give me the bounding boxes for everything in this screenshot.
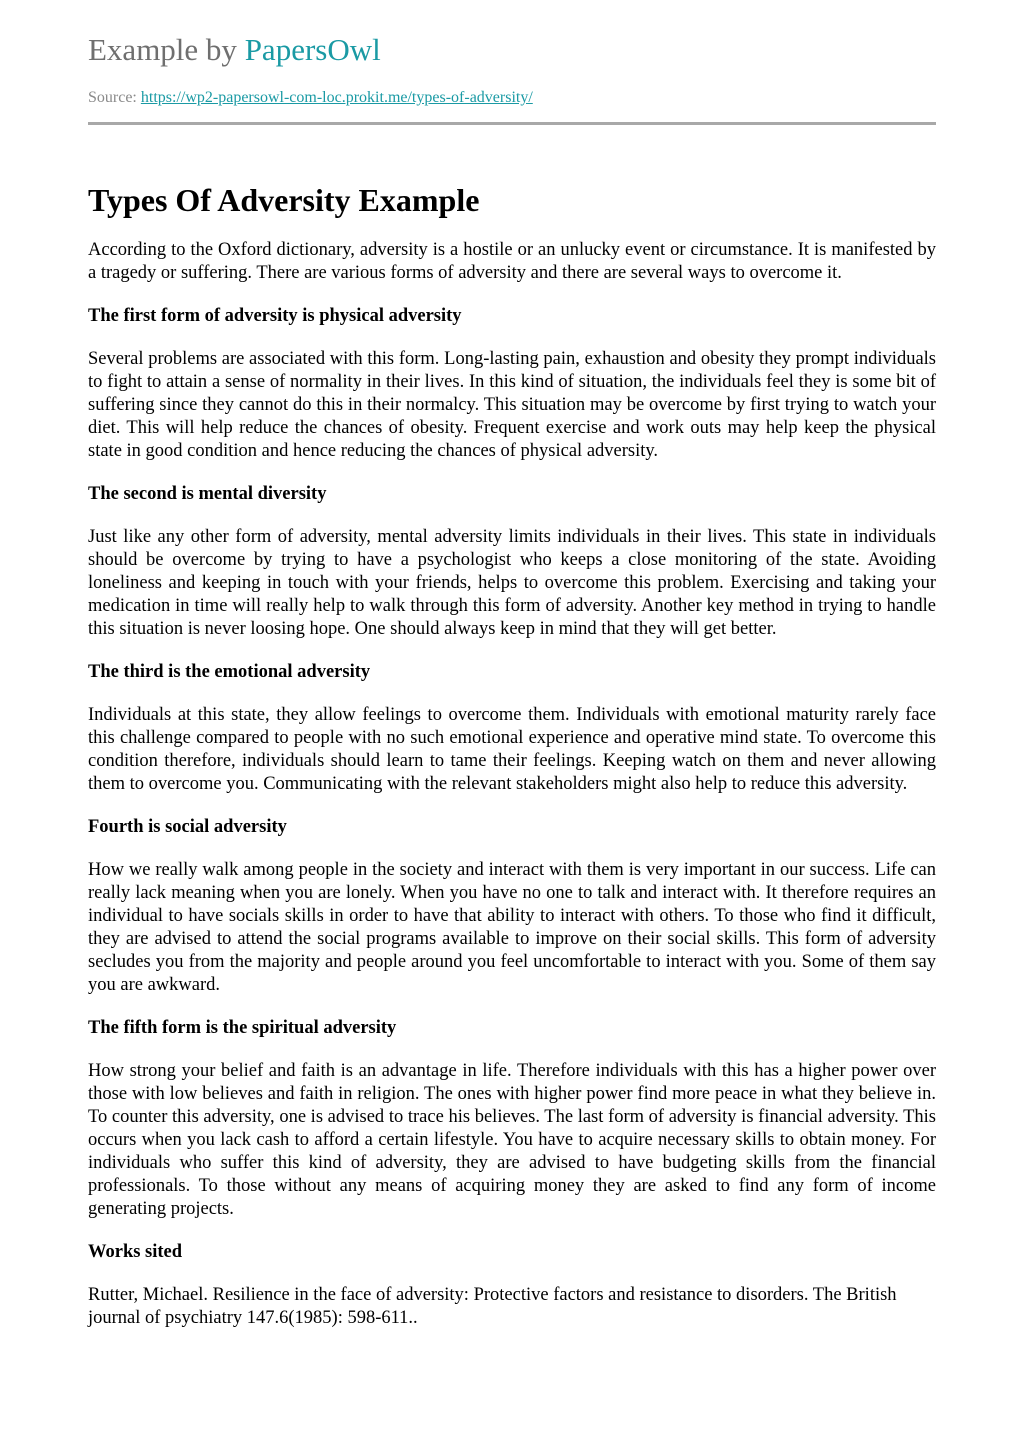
source-label: Source: (88, 89, 141, 106)
document-title: Types Of Adversity Example (88, 182, 480, 218)
brand-prefix: Example by (88, 32, 245, 67)
source-line (88, 88, 533, 108)
works-cited-heading: Works sited (88, 1242, 183, 1262)
brand-title (88, 30, 381, 70)
section-heading-physical: The first form of adversity is physical adversity (88, 306, 462, 326)
section-body-emotional: Individuals at this state, they allow feelings to overcome them. Individuals with emotional maturity rarely face this challenge compared to people with no such emotional experience and operative mind state. To overcome this condition therefore, individuals should learn to tame their feelings. Keeping watch on them and never allowing them to overcome you. Communicating with the relevant stakeholders might also help to reduce this adversity. (88, 705, 936, 794)
section-body-physical: Several problems are associated with this form. Long-lasting pain, exhaustion and obesity they prompt individuals to fight to attain a sense of normality in their lives. In this kind of situation, the individuals feel they is some bit of suffering since they cannot do this in their normalcy. This situation may be overcome by first trying to watch your diet. This will help reduce the chances of obesity. Frequent exercise and work outs may help keep the physical state in good condition and hence reducing the chances of physical adversity. (88, 349, 936, 461)
section-body-mental: Just like any other form of adversity, mental adversity limits individuals in their lives. This state in individuals should be overcome by trying to have a psychologist who keeps a close monitoring of the state. Avoiding loneliness and keeping in touch with your friends, helps to overcome this problem. Exercising and taking your medication in time will really help to walk through this form of adversity. Another key method in trying to handle this situation is never loosing hope. One should always keep in mind that they will get better. (88, 527, 936, 639)
section-body-social: How we really walk among people in the society and interact with them is very important in our success. Life can really lack meaning when you are lonely. When you have no one to talk and interact with. It therefore requires an individual to have socials skills in order to have that ability to interact with others. To those who find it difficult, they are advised to attend the social programs available to improve on their social skills. This form of adversity secludes you from the majority and people around you feel uncomfortable to interact with you. Some of them say you are awkward. (88, 860, 936, 995)
works-cited-entry: Rutter, Michael. Resilience in the face of adversity: Protective factors and resistance to disorders. The British journal of psychiatry 147.6(1985): 598-611.. (88, 1285, 897, 1328)
section-heading-spiritual: The fifth form is the spiritual adversity (88, 1018, 397, 1038)
section-heading-mental: The second is mental diversity (88, 484, 327, 504)
section-heading-emotional: The third is the emotional adversity (88, 662, 371, 682)
intro-paragraph: According to the Oxford dictionary, adversity is a hostile or an unlucky event or circumstance. It is manifested by a tragedy or suffering. There are various forms of adversity and there are several ways to overcome it. (88, 240, 936, 283)
source-link[interactable]: https://wp2-papersowl-com-loc.prokit.me/types-of-adversity/ (140, 89, 533, 106)
section-body-spiritual: How strong your belief and faith is an advantage in life. Therefore individuals with this has a higher power over those with low believes and faith in religion. The ones with higher power find more peace in what they believe in. To counter this adversity, one is advised to trace his believes. The last form of adversity is financial adversity. This occurs when you lack cash to afford a certain lifestyle. You have to acquire necessary skills to obtain money. For individuals who suffer this kind of adversity, they are advised to have budgeting skills from the financial professionals. To those without any means of acquiring money they are asked to find any form of income generating projects. (88, 1061, 936, 1219)
brand-name-link[interactable]: PapersOwl (244, 32, 381, 67)
document-body (88, 180, 936, 1330)
section-heading-social: Fourth is social adversity (88, 817, 287, 837)
header-divider (88, 122, 936, 125)
